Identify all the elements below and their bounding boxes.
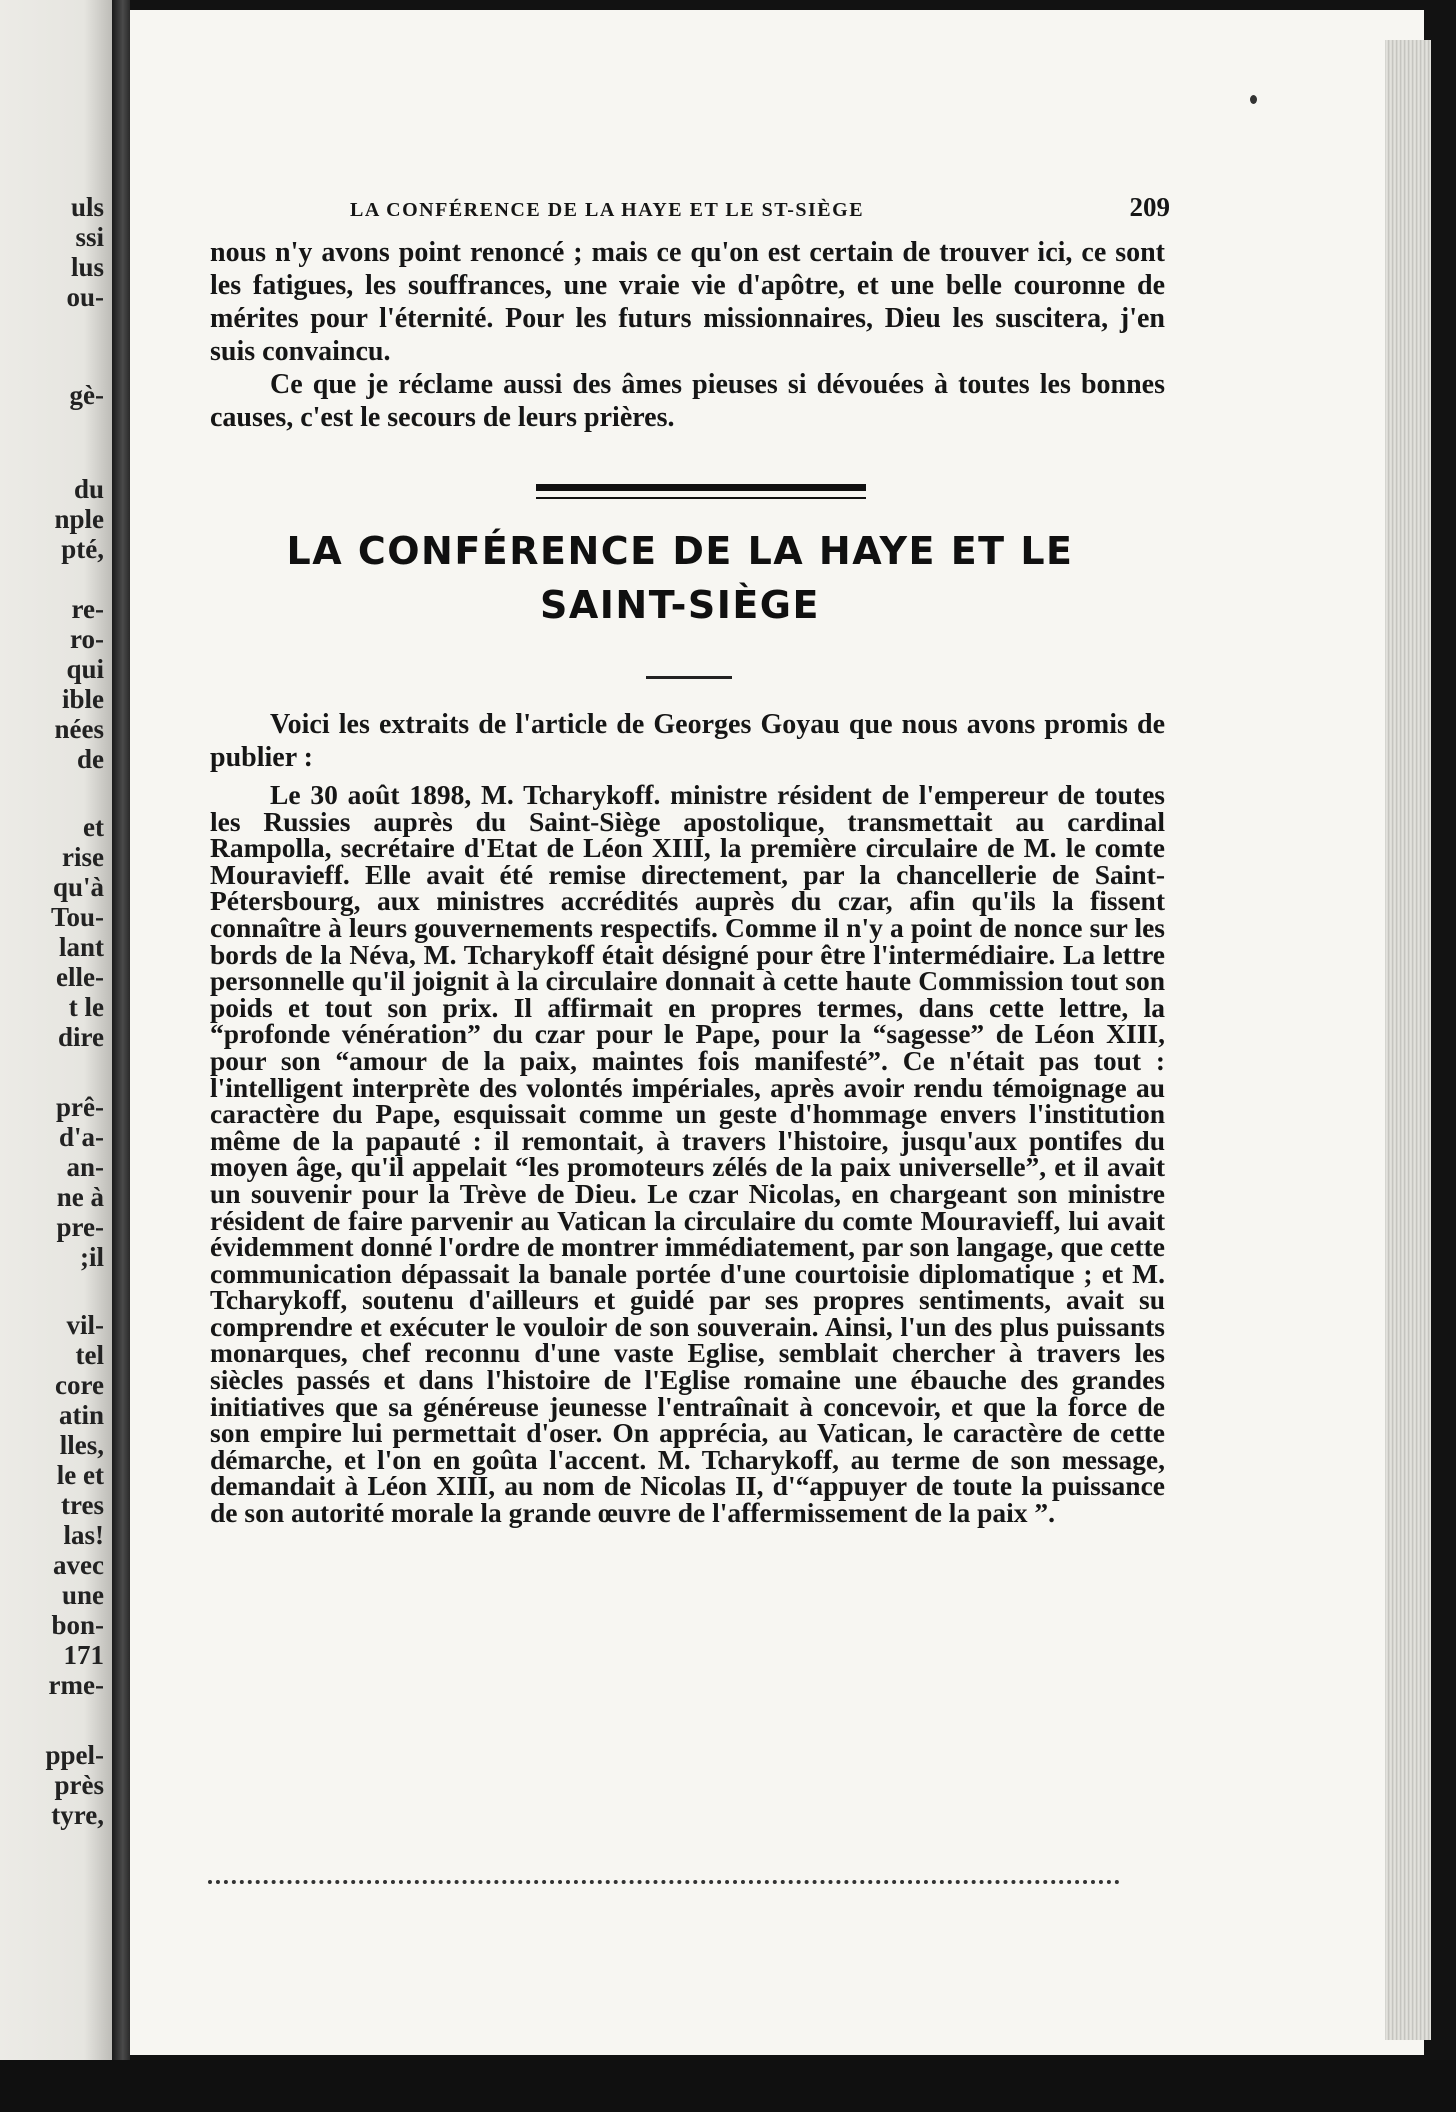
facing-page-fragment: tel [75, 1340, 104, 1370]
scan-bottom-band [0, 2060, 1456, 2112]
facing-page-fragment: et [83, 812, 104, 842]
facing-page-fragment: an- [66, 1152, 104, 1182]
facing-page-fragment: pté, [61, 534, 104, 564]
page-header [220, 192, 1170, 223]
facing-page-fragment: ible [61, 684, 104, 714]
ink-speck [1250, 95, 1257, 104]
facing-page-fragment: pre- [56, 1212, 104, 1242]
facing-page-fragment: d'a- [58, 1122, 104, 1152]
facing-page-fragment: core [55, 1370, 104, 1400]
facing-page-fragment: de [77, 744, 104, 774]
facing-page-fragment: ou- [66, 282, 104, 312]
facing-page-fragment: près [54, 1770, 104, 1800]
ellipsis-line [208, 1880, 1120, 1884]
facing-page-fragment: ne à [56, 1182, 104, 1212]
facing-page-fragment: qu'à [52, 872, 104, 902]
title-underline [646, 676, 732, 679]
facing-page-fragment: lus [70, 252, 104, 282]
facing-page-fragment: avec [53, 1550, 104, 1580]
facing-page-fragment: re- [71, 594, 104, 624]
facing-page-fragment: le et [56, 1460, 104, 1490]
facing-page-fragment: tyre, [51, 1800, 104, 1830]
facing-page-fragment: vil- [66, 1310, 104, 1340]
facing-page-edge [0, 0, 112, 2112]
page-stack-edge [1385, 40, 1431, 2040]
book-gutter [112, 0, 130, 2112]
facing-page-fragment: 171 [63, 1640, 104, 1670]
page-number: 209 [1129, 192, 1170, 222]
facing-page-fragment: las! [63, 1520, 104, 1550]
facing-page-fragment: ;il [80, 1242, 104, 1272]
facing-page-fragment: t le [68, 992, 104, 1022]
facing-page-fragment: prê- [56, 1092, 104, 1122]
facing-page-fragment: qui [66, 654, 104, 684]
facing-page-fragment: Tou- [50, 902, 104, 932]
article-intro: Voici les extraits de l'article de Georges Goyau que nous avons promis de publier : [210, 709, 1165, 773]
facing-page-fragment: tres [61, 1490, 104, 1520]
facing-page-fragment: elle- [56, 962, 104, 992]
article-title: LA CONFÉRENCE DE LA HAYE ET LE SAINT-SIÈGE [286, 529, 1074, 627]
facing-page-fragment: une [61, 1580, 104, 1610]
facing-page-fragment: gè- [69, 380, 104, 410]
facing-page-fragment: uls [70, 192, 104, 222]
facing-page-fragment: ro- [70, 624, 104, 654]
article-body: Le 30 août 1898, M. Tcharykoff. ministre résident de l'empereur de toutes les Russies auprès du Saint-Siège apostolique, transmettait au cardinal Rampolla, secrétaire d'Etat de Léon XIII, la première circulaire de M. le comte Mouravieff. Elle avait été remise directement, par la chancellerie de Saint-Pétersbourg, aux ministres accrédités auprès du czar, afin qu'ils la fissent connaître à leurs gouvernements respectifs. Comme il n'y a point de nonce sur les bords de la Néva, M. Tcharykoff était désigné pour être l'intermédiaire. La lettre personnelle qu'il joignit à la circulaire donnait à cette haute Commission tout son poids et tout son prix. Il affirmait en propres termes, dans cette lettre, la “profonde vénération” du czar pour le Pape, pour la “sagesse” de Léon XIII, pour son “amour de la paix, maintes fois manifesté”. Ce n'était pas tout : l'intelligent interprète des volontés impériales, après avoir rendu témoignage au caractère du Pape, esquissait comme un geste d'hommage envers l'institution même de la papauté : il remontait, à travers l'histoire, jusqu'aux pontifes du moyen âge, qu'il appelait “les promoteurs zélés de la paix universelle”, et il avait un souvenir pour la Trève de Dieu. Le czar Nicolas, en chargeant son ministre résident de faire parvenir au Vatican la circulaire du comte Mouravieff, lui avait évidemment donné l'ordre de montrer immédiatement, par son langage, que cette communication dépassait la banale portée d'une courtoisie diplomatique ; et M. Tcharykoff, soutenu d'ailleurs et guidé par ses propres sentiments, avait su comprendre et exécuter le vouloir de son souverain. Ainsi, l'un des plus puissants monarques, chef reconnu d'une vaste Eglise, semblait chercher à travers les siècles passés et dans l'histoire de l'Eglise romaine une ébauche des grandes initiatives que sa généreuse jeunesse l'entraînait à concevoir, et que la force de son empire lui permettait d'oser. On apprécia, au Vatican, le caractère de cette démarche, et l'on en goûta l'accent. M. Tcharykoff, au terme de son message, demandait à Léon XIII, au nom de Nicolas II, d'“appuyer de toute la puissance de son autorité morale la grande œuvre de l'affermissement de la paix ”. [210, 779, 1165, 1529]
facing-page-fragment: bon- [51, 1610, 104, 1640]
facing-page-fragment: dire [58, 1022, 104, 1052]
previous-article-paragraph: nous n'y avons point renoncé ; mais ce qu'on est certain de trouver ici, ce sont les fatigues, les souffrances, une vraie vie d'apôtre, et une belle couronne de mérites pour l'éternité. Pour les futurs missionnaires, Dieu les suscitera, j'en suis convaincu. [210, 237, 1165, 367]
facing-page-fragment: ssi [75, 222, 104, 252]
facing-page-fragment: lant [58, 932, 104, 962]
facing-page-fragment: rise [62, 842, 104, 872]
facing-page-fragment: ppel- [45, 1740, 104, 1770]
facing-page-fragment: rme- [48, 1670, 104, 1700]
previous-article-paragraph: Ce que je réclame aussi des âmes pieuses si dévouées à toutes les bonnes causes, c'est le secours de leurs prières. [210, 369, 1165, 433]
facing-page-fragment: atin [58, 1400, 104, 1430]
section-divider [536, 484, 866, 499]
facing-page-fragment: nple [54, 504, 104, 534]
facing-page-fragment: du [73, 474, 104, 504]
running-head: LA CONFÉRENCE DE LA HAYE ET LE ST-SIÈGE [350, 199, 865, 221]
facing-page-fragment: nées [54, 714, 104, 744]
facing-page-fragment: lles, [59, 1430, 104, 1460]
